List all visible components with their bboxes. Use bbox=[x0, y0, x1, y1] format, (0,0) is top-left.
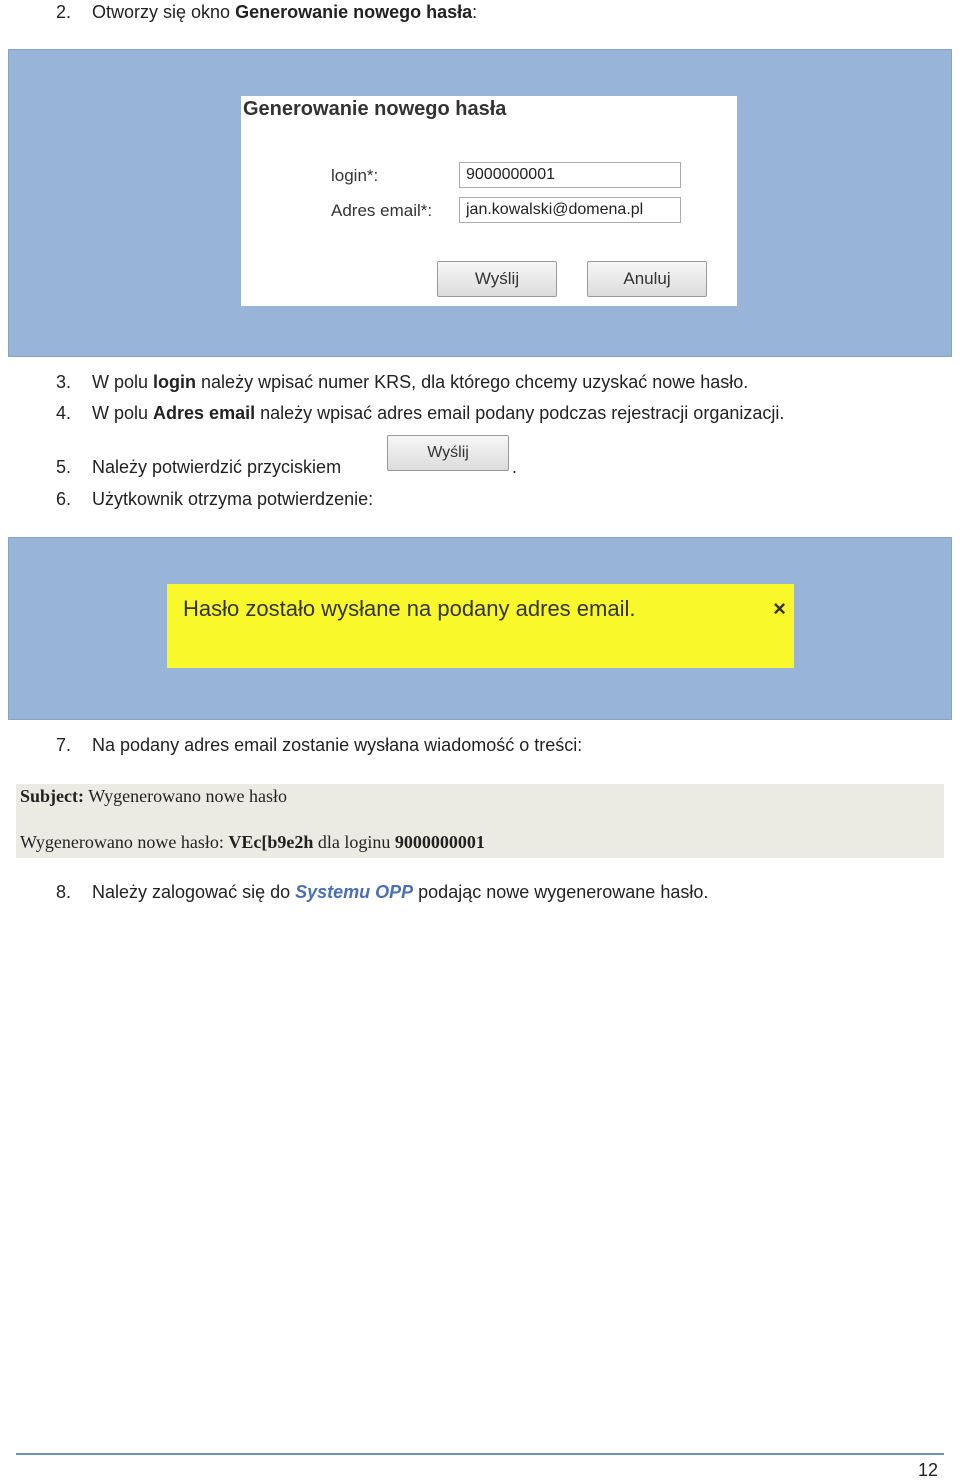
step-5-period: . bbox=[512, 457, 518, 477]
dialog-title: Generowanie nowego hasła bbox=[243, 98, 507, 120]
step-2: 2. Otworzy się okno Generowanie nowego hasła: bbox=[56, 2, 478, 22]
email-input[interactable] bbox=[459, 197, 681, 223]
step-7: 7. Na podany adres email zostanie wysłana wiadomość o treści: bbox=[56, 735, 583, 755]
step-8: 8. Należy zalogować się do Systemu OPP podając nowe wygenerowane hasło. bbox=[56, 882, 709, 902]
step-6: 6. Użytkownik otrzyma potwierdzenie: bbox=[56, 489, 374, 509]
inline-send-button: Wyślij bbox=[387, 435, 509, 471]
login-label: login*: bbox=[331, 166, 379, 185]
email-label: Adres email*: bbox=[331, 201, 433, 220]
send-button[interactable]: Wyślij bbox=[437, 261, 557, 297]
password-dialog bbox=[241, 96, 737, 306]
screenshot-panel-confirmation bbox=[8, 537, 952, 720]
screenshot-panel-password-dialog bbox=[8, 49, 952, 357]
email-message-box bbox=[16, 784, 944, 858]
confirmation-notice bbox=[167, 584, 794, 668]
cancel-button[interactable]: Anuluj bbox=[587, 261, 707, 297]
step-3: 3. W polu login należy wpisać numer KRS, dla którego chcemy uzyskać nowe hasło. bbox=[56, 372, 749, 392]
step-5: 5. Należy potwierdzić przyciskiem bbox=[56, 457, 342, 477]
login-input[interactable] bbox=[459, 162, 681, 188]
system-opp-link[interactable]: Systemu OPP bbox=[295, 882, 414, 902]
email-body: Wygenerowano nowe hasło: VEc[b9e2h dla loginu 9000000001 bbox=[20, 832, 485, 852]
step-4: 4. W polu Adres email należy wpisać adres email podany podczas rejestracji organizacji. bbox=[56, 403, 785, 423]
close-icon[interactable]: × bbox=[773, 596, 786, 621]
page-number: 12 bbox=[918, 1460, 939, 1480]
notice-text: Hasło zostało wysłane na podany adres email. bbox=[183, 596, 636, 621]
footer-divider bbox=[16, 1453, 944, 1455]
email-subject: Subject: Wygenerowano nowe hasło bbox=[20, 786, 288, 806]
